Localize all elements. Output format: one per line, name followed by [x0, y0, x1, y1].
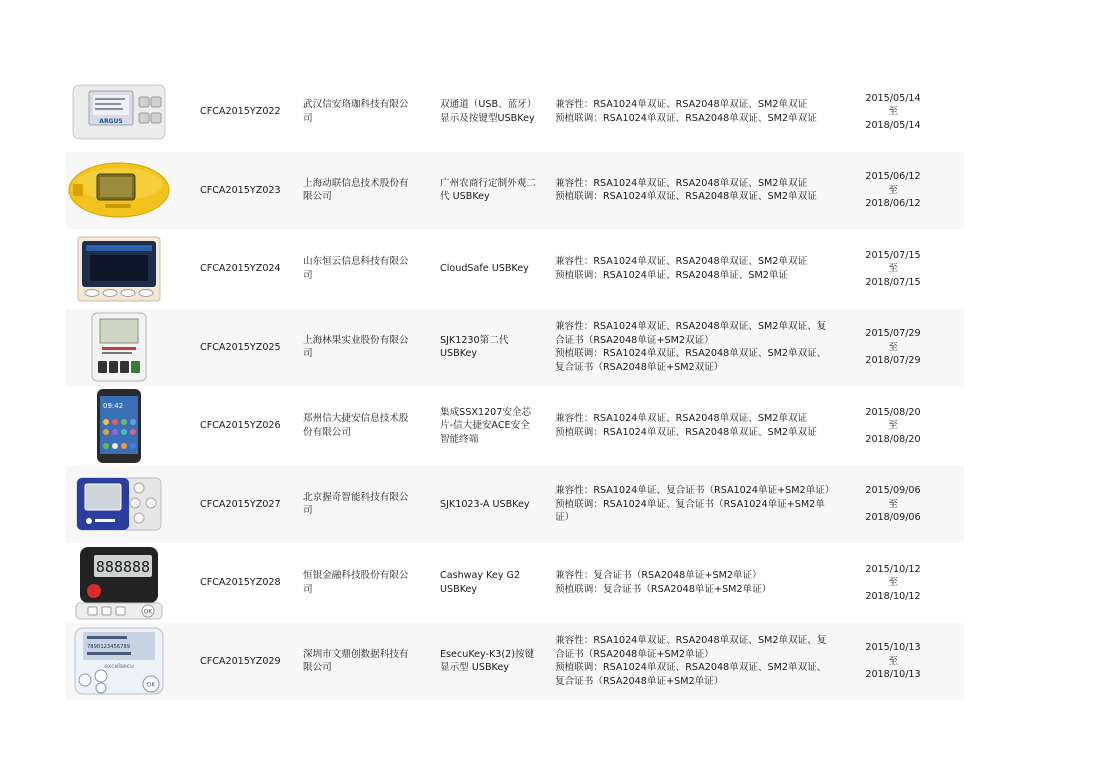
end-date: 2018/07/29 — [865, 355, 921, 366]
date-separator: 至 — [888, 498, 898, 510]
company-name: 山东恒云信息科技有限公司 — [303, 256, 409, 281]
product-name: SJK1230第二代USBKey — [440, 334, 509, 360]
preset-text: 预植联调：RSA1024单双证、RSA2048单双证、SM2单双证、复合证书（RSA2048单证+SM2双证） — [555, 348, 827, 373]
validity-period — [848, 544, 938, 622]
certification-table — [66, 73, 964, 701]
date-separator: 至 — [888, 655, 898, 667]
device-image — [66, 230, 171, 308]
table-row — [66, 309, 964, 388]
ok-key-label: OK — [143, 608, 152, 616]
validity-period — [848, 152, 938, 230]
argus-usbkey-icon — [71, 83, 167, 141]
cert-number: CFCA2015YZ026 — [200, 420, 281, 431]
sjk1230-usbkey-icon — [90, 311, 148, 383]
validity-period — [848, 623, 938, 701]
argus-brand: ARGUS — [98, 117, 123, 125]
cert-number: CFCA2015YZ023 — [200, 184, 281, 196]
product-name: 广州农商行定制外观二代 USBKey — [440, 177, 536, 203]
product-name: EsecuKey-K3(2)按键显示型 USBKey — [440, 648, 535, 674]
preset-text: 预植联调：RSA1024单双证、RSA2048单双证、SM2单双证 — [555, 426, 817, 438]
validity-period — [848, 73, 938, 151]
table-row — [66, 73, 964, 152]
date-separator: 至 — [888, 341, 898, 353]
cashway-display: 888888 — [95, 557, 150, 576]
end-date: 2018/10/12 — [865, 590, 921, 602]
excelsecu-screen-line: 7890123456789 — [86, 644, 130, 651]
cert-number: CFCA2015YZ027 — [200, 498, 281, 510]
product-name: Cashway Key G2 USBKey — [440, 570, 521, 595]
cert-support — [555, 152, 830, 230]
table-row — [66, 387, 964, 466]
cloudsafe-usbkey-icon — [76, 235, 162, 303]
device-image — [66, 466, 171, 544]
cert-support — [555, 309, 830, 387]
start-date: 2015/06/12 — [865, 171, 921, 182]
table-row — [66, 152, 964, 231]
cert-support — [555, 230, 830, 308]
date-separator: 至 — [888, 184, 898, 196]
start-date: 2015/10/13 — [865, 642, 921, 653]
ok-key-label: OK — [146, 681, 155, 689]
end-date: 2018/09/06 — [865, 512, 921, 523]
end-date: 2018/08/20 — [865, 433, 921, 445]
company-name: 上海林果实业股份有限公司 — [303, 334, 409, 360]
compatibility-text: 兼容性：RSA1024单双证、RSA2048单双证、SM2单双证 — [555, 256, 808, 268]
preset-text: 预植联调：RSA1024单双证、RSA2048单双证、SM2单双证 — [555, 191, 817, 203]
company-name: 北京握奇智能科技有限公司 — [303, 491, 409, 517]
table-row — [66, 466, 964, 545]
preset-text: 预植联调：RSA1024单双证、RSA2048单双证、SM2单双证 — [555, 112, 817, 124]
compatibility-text: 兼容性：RSA1024单双证、RSA2048单双证、SM2单双证、复合证书（RSA2048单证+SM2单证） — [555, 635, 827, 660]
start-date: 2015/07/29 — [865, 328, 921, 339]
company-name: 郑州信大捷安信息技术股份有限公司 — [303, 413, 409, 438]
cert-support — [555, 544, 830, 622]
product-name: 双通道（USB、蓝牙）显示及按键型USBKey — [440, 99, 535, 124]
start-date: 2015/07/15 — [865, 249, 921, 261]
compatibility-text: 兼容性：RSA1024单证、复合证书（RSA1024单证+SM2单证） — [555, 485, 835, 496]
table-row — [66, 230, 964, 309]
end-date: 2018/10/13 — [865, 669, 921, 680]
start-date: 2015/10/12 — [865, 563, 921, 575]
cashway-usbkey-icon — [74, 545, 164, 621]
excelsecu-brand: excelsecu — [103, 663, 134, 671]
compatibility-text: 兼容性：RSA1024单双证、RSA2048单双证、SM2单双证 — [555, 413, 808, 425]
compatibility-text: 兼容性：RSA1024单双证、RSA2048单双证、SM2单双证 — [555, 99, 808, 111]
device-image — [66, 623, 171, 701]
phone-clock: 09:42 — [102, 401, 123, 410]
cert-number: CFCA2015YZ025 — [200, 341, 281, 353]
preset-text: 预植联调：RSA1024单双证、RSA2048单双证、SM2单双证、复合证书（RSA2048单证+SM2单证） — [555, 662, 827, 687]
compatibility-text: 兼容性：复合证书（RSA2048单证+SM2单证） — [555, 570, 762, 582]
date-separator: 至 — [888, 106, 898, 117]
company-name: 恒银金融科技股份有限公司 — [303, 570, 409, 595]
cert-support — [555, 623, 830, 701]
cert-support — [555, 387, 830, 465]
start-date: 2015/05/14 — [865, 92, 921, 104]
blue-usbkey-icon — [75, 476, 163, 532]
date-separator: 至 — [888, 263, 898, 274]
device-image — [66, 309, 171, 387]
device-image — [66, 152, 171, 230]
validity-period — [848, 230, 938, 308]
preset-text: 预植联调：RSA1024单证、复合证书（RSA1024单证+SM2单证） — [555, 498, 825, 523]
compatibility-text: 兼容性：RSA1024单双证、RSA2048单双证、SM2单双证、复合证书（RSA2048单证+SM2双证） — [555, 321, 827, 346]
product-name: 集成SSX1207安全芯片-信大捷安ACE安全智能终端 — [440, 406, 532, 445]
yellow-usbkey-icon — [67, 160, 171, 220]
preset-text: 预植联调：RSA1024单证、RSA2048单证、SM2单证 — [555, 269, 789, 281]
validity-period — [848, 466, 938, 544]
date-separator: 至 — [888, 577, 898, 588]
company-name: 武汉信安珞珈科技有限公司 — [303, 99, 409, 124]
device-image — [66, 544, 171, 622]
cert-support — [555, 466, 835, 544]
validity-period — [848, 309, 938, 387]
cert-support — [555, 73, 830, 151]
cert-number: CFCA2015YZ028 — [200, 577, 281, 588]
preset-text: 预植联调：复合证书（RSA2048单证+SM2单证） — [555, 583, 772, 595]
end-date: 2018/05/14 — [865, 119, 921, 131]
company-name: 上海动联信息技术股份有限公司 — [303, 177, 409, 203]
device-image — [66, 73, 171, 151]
product-name: SJK1023-A USBKey — [440, 498, 530, 510]
cert-number: CFCA2015YZ022 — [200, 106, 281, 117]
date-separator: 至 — [888, 420, 898, 431]
start-date: 2015/09/06 — [865, 485, 921, 496]
company-name: 深圳市文鼎创数据科技有限公司 — [303, 648, 409, 674]
start-date: 2015/08/20 — [865, 406, 921, 418]
device-image — [66, 387, 171, 465]
table-row — [66, 623, 964, 702]
end-date: 2018/06/12 — [865, 198, 921, 209]
cert-number: CFCA2015YZ024 — [200, 263, 281, 274]
cert-number: CFCA2015YZ029 — [200, 655, 281, 667]
end-date: 2018/07/15 — [865, 276, 921, 288]
validity-period — [848, 387, 938, 465]
table-row — [66, 544, 964, 623]
product-name: CloudSafe USBKey — [440, 263, 529, 274]
excelsecu-usbkey-icon — [73, 626, 165, 696]
smartphone-terminal-icon — [95, 388, 143, 464]
compatibility-text: 兼容性：RSA1024单双证、RSA2048单双证、SM2单双证 — [555, 177, 808, 189]
